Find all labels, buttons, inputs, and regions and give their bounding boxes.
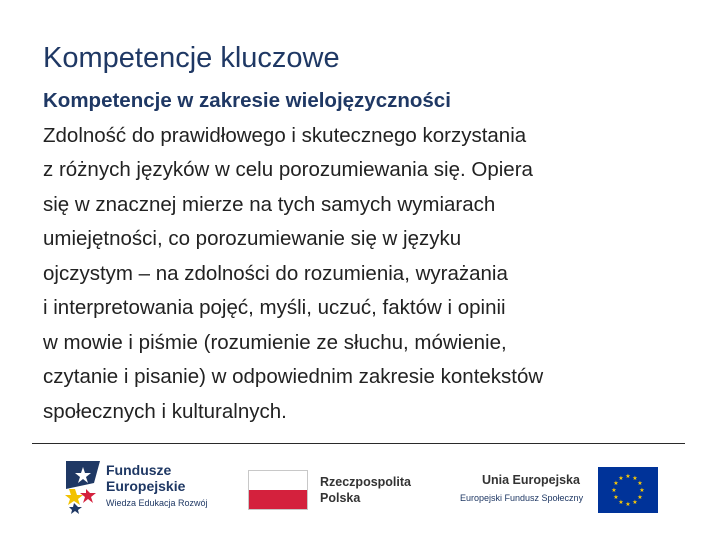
polish-flag-icon [248, 470, 308, 510]
svg-text:★: ★ [625, 473, 631, 480]
body-line: czytanie i pisanie) w odpowiednim zakresie kontekstów [43, 365, 544, 388]
body-line: społecznych i kulturalnych. [43, 399, 287, 423]
footer-divider [32, 443, 685, 444]
unia-europejska-name: Unia Europejska [482, 473, 580, 487]
fundusze-europejskie-name [106, 462, 185, 494]
svg-text:★: ★ [639, 487, 645, 494]
eu-flag-icon [598, 467, 658, 513]
rzeczpospolita-polska-name [320, 474, 411, 506]
body-line: się w znacznej mierze na tych samych wymiarach [43, 192, 496, 216]
svg-text:★: ★ [625, 501, 631, 508]
body-line: ojczystym – na zdolności do rozumienia, wyrażania [43, 261, 508, 285]
body-line: z różnych języków w celu porozumiewania się. Opiera [43, 158, 533, 181]
fundusze-europejskie-star-icon [64, 459, 102, 515]
svg-text:★: ★ [637, 480, 643, 487]
slide-body [43, 84, 703, 429]
fundusze-line: Fundusze [106, 462, 172, 478]
footer-logos [0, 455, 720, 525]
svg-text:★: ★ [632, 499, 638, 506]
svg-text:★: ★ [618, 475, 624, 482]
svg-text:★: ★ [632, 475, 638, 482]
svg-text:★: ★ [618, 499, 624, 506]
unia-europejska-logo [460, 467, 660, 513]
efs-name: Europejski Fundusz Społeczny [460, 493, 584, 503]
rzeczpospolita-polska-logo [248, 470, 428, 510]
body-line: w mowie i piśmie (rozumienie ze słuchu, mówienie, [43, 330, 507, 354]
svg-text:★: ★ [613, 494, 619, 501]
europejskie-line: Europejskie [106, 478, 186, 494]
slide-title: Kompetencje kluczowe [43, 42, 340, 74]
body-line: i interpretowania pojęć, myśli, uczuć, faktów i opinii [43, 296, 506, 319]
rzeczpospolita-line: Rzeczpospolita [320, 475, 411, 489]
body-line: umiejętności, co porozumiewanie się w języku [43, 227, 462, 250]
polska-line: Polska [320, 491, 361, 505]
body-line: Zdolność do prawidłowego i skutecznego korzystania [43, 123, 527, 147]
svg-text:★: ★ [637, 494, 643, 501]
fundusze-europejskie-logo [64, 459, 214, 515]
svg-text:★: ★ [613, 480, 619, 487]
section-heading: Kompetencje w zakresie wielojęzyczności [43, 89, 451, 112]
svg-text:★: ★ [611, 487, 617, 494]
fundusze-europejskie-program: Wiedza Edukacja Rozwój [106, 498, 208, 508]
